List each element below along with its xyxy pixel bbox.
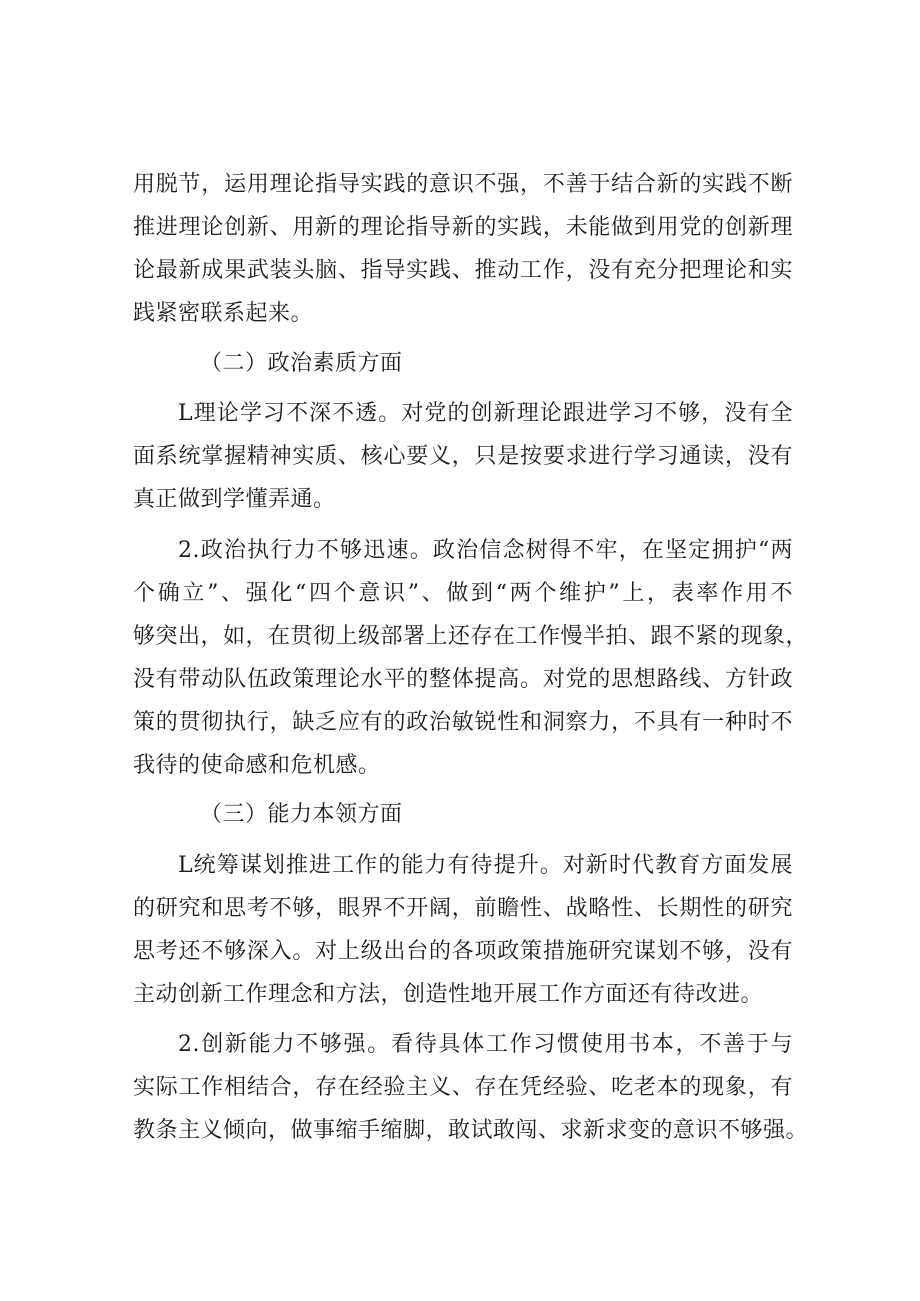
paragraph-line: 推进理论创新、用新的理论指导新的实践，未能做到用党的创新理 bbox=[133, 215, 793, 240]
section-heading: （三）能力本领方面 bbox=[200, 802, 403, 827]
paragraph-line: 够突出，如，在贯彻上级部署上还存在工作慢半拍、跟不紧的现象， bbox=[133, 624, 809, 649]
paragraph-line: 没有带动队伍政策理论水平的整体提高。对党的思想路线、方针政 bbox=[133, 667, 793, 692]
paragraph-line: 实际工作相结合，存在经验主义、存在凭经验、吃老本的现象，有 bbox=[133, 1075, 793, 1100]
paragraph-line: 践紧密联系起来。 bbox=[133, 301, 314, 326]
paragraph-line: 论最新成果武装头脑、指导实践、推动工作，没有充分把理论和实 bbox=[133, 258, 793, 283]
paragraph-line: 主动创新工作理念和方法，创造性地开展工作方面还有待改进。 bbox=[133, 982, 764, 1007]
paragraph-line: 2.政治执行力不够迅速。政治信念树得不牢，在坚定拥护“两 bbox=[178, 538, 793, 563]
paragraph-line: 真正做到学懂弄通。 bbox=[133, 487, 336, 512]
paragraph-line: L统筹谋划推进工作的能力有待提升。对新时代教育方面发展 bbox=[178, 853, 793, 878]
paragraph-line: 的研究和思考不够，眼界不开阔，前瞻性、战略性、长期性的研究 bbox=[133, 896, 793, 921]
paragraph-line: 我待的使命感和危机感。 bbox=[133, 753, 381, 778]
paragraph-line: L理论学习不深不透。对党的创新理论跟进学习不够，没有全 bbox=[178, 401, 793, 426]
paragraph-line: 思考还不够深入。对上级出台的各项政策措施研究谋划不够，没有 bbox=[133, 939, 793, 964]
section-heading: （二）政治素质方面 bbox=[200, 351, 403, 376]
paragraph-line: 用脱节，运用理论指导实践的意识不强，不善于结合新的实践不断 bbox=[133, 172, 793, 197]
paragraph-line: 2.创新能力不够强。看待具体工作习惯使用书本，不善于与 bbox=[178, 1032, 793, 1057]
paragraph-line: 教条主义倾向，做事缩手缩脚，敢试敢闯、求新求变的意识不够强。 bbox=[133, 1118, 809, 1143]
paragraph-line: 面系统掌握精神实质、核心要义，只是按要求进行学习通读，没有 bbox=[133, 444, 793, 469]
paragraph-line: 策的贯彻执行，缺乏应有的政治敏锐性和洞察力，不具有一种时不 bbox=[133, 710, 793, 735]
paragraph-line: 个确立”、强化“四个意识”、做到“两个维护”上，表率作用不 bbox=[133, 581, 793, 606]
